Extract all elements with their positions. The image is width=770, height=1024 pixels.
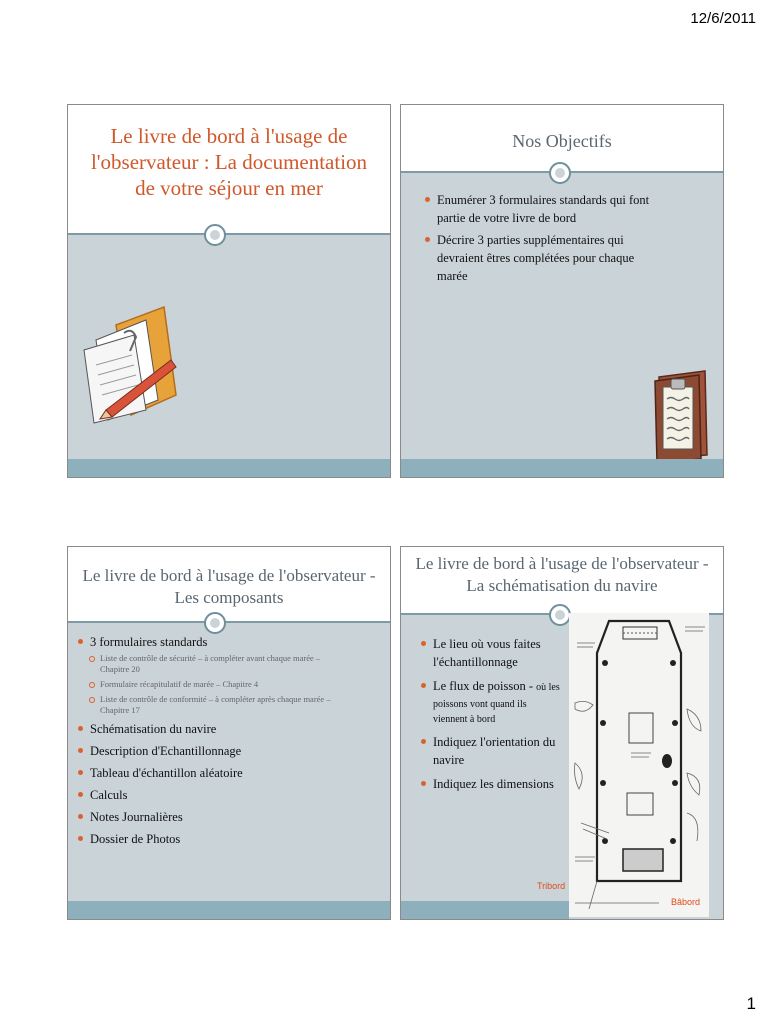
slide-3-bullet-1: 3 formulaires standards (76, 633, 384, 651)
slide-3 (67, 546, 391, 920)
slide-1-title-area (68, 105, 390, 235)
slide-2-body (423, 191, 703, 289)
slide-4-title-line-2: La schématisation du navire (466, 576, 658, 595)
slide-4-bullet-2-line-3: viennent à bord (433, 714, 496, 725)
slide-4-bullet-4-line-1: Indiquez les dimensions (433, 777, 554, 791)
slide-3-bottom-bar (68, 901, 390, 919)
slide-4-bottom-bar (401, 901, 569, 919)
slide-3-title-line-1: Le livre de bord à l'usage de l'observateur - (82, 566, 376, 585)
slide-4-title-line-1: Le livre de bord à l'usage de l'observateur - (415, 554, 709, 573)
slide-4-bullet-2-line-2: poissons vont quand ils (433, 699, 527, 710)
slide-2-divider-circle (549, 162, 571, 184)
slide-3-body (76, 633, 384, 852)
slide-3-bullet-4: Tableau d'échantillon aléatoire (76, 764, 384, 782)
slide-3-sub-bullet-3 (86, 694, 384, 716)
babord-label: Bâbord (671, 897, 701, 907)
slide-2-bullet-2-line-3: marée (437, 269, 468, 283)
slide-4-divider-circle (549, 604, 571, 626)
slide-3-title-line-2: Les composants (174, 588, 284, 607)
slide-2-bullet-2-line-2: devraient êtres complétées pour chaque (437, 251, 635, 265)
slide-4-bullet-3 (419, 733, 569, 769)
slide-4-bullet-1 (419, 635, 569, 671)
slide-3-divider-circle (204, 612, 226, 634)
slide-3-sub-bullet-2 (86, 679, 384, 690)
slide-4 (400, 546, 724, 920)
slide-4-body (419, 635, 569, 797)
slide-2-bullet-2 (423, 231, 703, 285)
slide-2-bullet-1 (423, 191, 703, 227)
slide-3-title-area (68, 547, 390, 623)
slide-3-sub-bullet-1 (86, 653, 384, 675)
slide-4-bullet-1-line-2: l'échantillonnage (433, 655, 518, 669)
slide-4-bullet-4 (419, 775, 569, 793)
slide-3-sub-2-line-1: Formulaire récapitulatif de marée – Chapitre 4 (100, 679, 259, 689)
slide-1-title-line-3: de votre séjour en mer (135, 176, 323, 200)
slide-4-bullet-2-main: Le flux de poisson - (433, 679, 533, 693)
slide-2-bullet-2-line-1: Décrire 3 parties supplémentaires qui (437, 233, 624, 247)
slide-3-sub-3-line-1: Liste de contrôle de conformité – à compléter après chaque marée – (100, 694, 331, 704)
slide-4-bullet-2-line-1 (433, 677, 569, 697)
slide-1-bottom-bar (68, 459, 390, 477)
slide-4-bullet-3-line-2: navire (433, 753, 465, 767)
page-number: 1 (746, 994, 756, 1013)
slide-3-bullet-7: Dossier de Photos (76, 830, 384, 848)
slide-3-bullet-5: Calculs (76, 786, 384, 804)
clipboard-clipart (653, 367, 709, 463)
document-date: 12/6/2011 (690, 10, 756, 27)
slide-2-bottom-bar (401, 459, 723, 477)
slide-1-divider-circle (204, 224, 226, 246)
slide-3-bullet-3: Description d'Echantillonnage (76, 742, 384, 760)
slide-3-sub-1-line-2: Chapitre 20 (100, 664, 140, 674)
slide-1-title-line-2: l'observateur : La documentation (90, 150, 368, 174)
slide-2-bullet-1-line-2: partie de votre livre de bord (437, 211, 577, 225)
slide-4-bullet-1-line-1: Le lieu où vous faites (433, 637, 541, 651)
vessel-schematic-sketch (569, 613, 709, 917)
documents-pencil-clipart (76, 305, 186, 425)
slide-4-bullet-3-line-1: Indiquez l'orientation du (433, 735, 556, 749)
slide-4-bullet-2 (419, 677, 569, 727)
slide-3-sub-3-line-2: Chapitre 17 (100, 705, 140, 715)
slide-3-sub-1-line-1: Liste de contrôle de sécurité – à compléter avant chaque marée – (100, 653, 321, 663)
slide-2-title: Nos Objectifs (512, 131, 612, 151)
slide-3-bullet-6: Notes Journalières (76, 808, 384, 826)
slide-3-bullet-2: Schématisation du navire (76, 720, 384, 738)
slide-3-title (68, 547, 390, 609)
slide-1-title (68, 105, 390, 201)
slide-2 (400, 104, 724, 478)
slide-4-title (401, 547, 723, 597)
slide-1 (67, 104, 391, 478)
slide-1-title-line-1: Le livre de bord à l'usage de (110, 124, 348, 148)
slide-2-bullet-1-line-1: Enumérer 3 formulaires standards qui font (437, 193, 650, 207)
slide-4-bullet-2-small: où les (536, 682, 560, 693)
tribord-label: Tribord (537, 881, 566, 891)
